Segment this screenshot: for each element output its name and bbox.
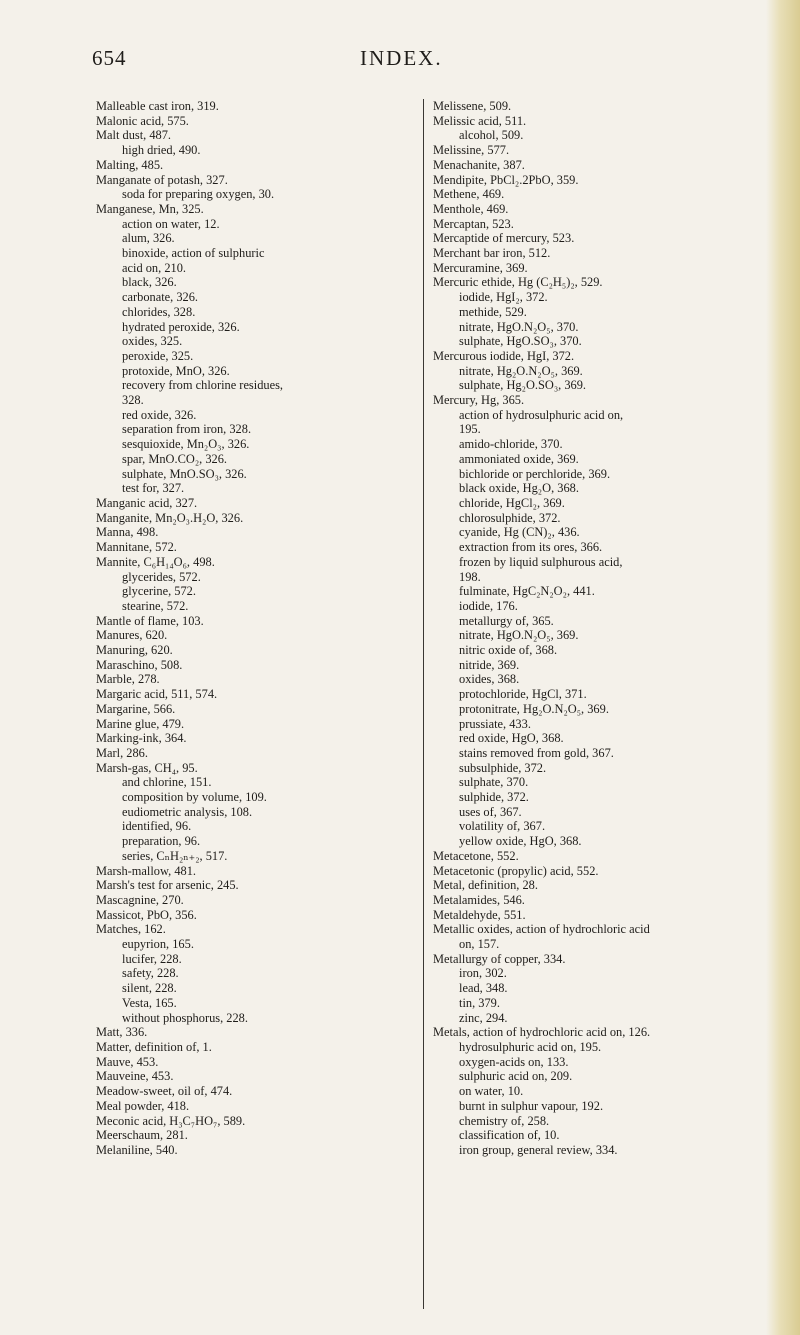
index-entry: Metal, definition, 28. [433,878,538,893]
index-subentry: fulminate, HgC₂N₂O₂, 441. [459,584,595,599]
index-entry: Menthole, 469. [433,201,509,216]
index-entry: Melaniline, 540. [96,1142,178,1157]
index-entry: Meal powder, 418. [96,1098,190,1113]
index-entry: Malonic acid, 575. [96,113,189,128]
index-entry: Manna, 498. [96,525,159,540]
index-subentry: chemistry of, 258. [459,1113,550,1128]
index-subentry: frozen by liquid sulphurous acid, [459,554,623,569]
index-entry: Mauveine, 453. [96,1069,174,1084]
index-entry: Malleable cast iron, 319. [96,99,219,113]
index-entry: Manganic acid, 327. [96,495,198,510]
index-subentry: uses of, 367. [459,804,522,819]
index-subentry: series, CₙH₂ₙ₊₂, 517. [122,848,228,863]
index-entry: Margarine, 566. [96,701,176,716]
index-subentry: metallurgy of, 365. [459,613,554,628]
index-entry: Menachanite, 387. [433,157,525,172]
index-entry: Marble, 278. [96,672,160,687]
index-subentry: chlorides, 328. [122,304,196,319]
index-entry: Metacetone, 552. [433,848,519,863]
index-entry: Metalamides, 546. [433,892,525,907]
index-entry: Marsh's test for arsenic, 245. [96,878,239,893]
index-entry: Mercuric ethide, Hg (C₂H₅)₂, 529. [433,275,603,290]
index-entry: Matter, definition of, 1. [96,1040,212,1054]
index-subentry: soda for preparing oxygen, 30. [122,187,275,202]
index-entry: Mercury, Hg, 365. [433,393,525,408]
index-subentry: tin, 379. [459,995,500,1010]
index-subentry: alum, 326. [122,231,175,246]
index-entry: Metallurgy of copper, 334. [433,951,566,966]
index-subentry: black oxide, Hg₂O, 368. [459,481,579,496]
index-subentry: extraction from its ores, 366. [459,540,603,555]
index-subentry: hydrosulphuric acid on, 195. [459,1040,602,1054]
index-subentry: silent, 228. [122,981,177,996]
index-subentry: test for, 327. [122,481,185,496]
index-subentry: lucifer, 228. [122,951,182,966]
index-subentry: protoxide, MnO, 326. [122,363,230,378]
index-entry: Manuring, 620. [96,643,173,658]
index-subentry: sulphate, MnO.SO₃, 326. [122,466,247,481]
index-entry: Marine glue, 479. [96,716,185,731]
index-entry: Manures, 620. [96,628,168,643]
index-subentry: iodide, HgI₂, 372. [459,290,548,305]
index-entry: Manganite, Mn₂O₃.H₂O, 326. [96,510,244,525]
index-entry: Metals, action of hydrochloric acid on, 126. [433,1025,651,1040]
index-subentry: subsulphide, 372. [459,760,547,775]
index-entry: Metaldehyde, 551. [433,907,526,922]
index-subentry: nitride, 369. [459,657,520,672]
index-entry: Methene, 469. [433,187,505,202]
index-subentry: oxides, 368. [459,672,520,687]
index-subentry: sulphate, Hg₂O.SO₃, 369. [459,378,587,393]
index-subentry: zinc, 294. [459,1010,508,1025]
index-subentry: binoxide, action of sulphuric [122,246,265,261]
index-entry: Marsh-mallow, 481. [96,863,197,878]
index-subentry: stearine, 572. [122,598,189,613]
page-number: 654 [92,46,127,70]
running-head: INDEX. [360,46,443,70]
index-subentry: nitrate, HgO.N₂O₅, 369. [459,628,579,643]
index-subentry: action of hydrosulphuric acid on, [459,407,624,422]
page-edge [766,0,800,1335]
index-entry: Merchant bar iron, 512. [433,246,551,261]
index-entry: Matches, 162. [96,922,166,937]
index-subentry: action on water, 12. [122,216,220,231]
index-subentry: protochloride, HgCl, 371. [459,687,587,702]
index-entry: Massicot, PbO, 356. [96,907,197,922]
index-subentry: on water, 10. [459,1084,524,1099]
index-subentry: red oxide, 326. [122,407,197,422]
index-subentry: peroxide, 325. [122,348,194,363]
index-subentry: stains removed from gold, 367. [459,745,614,760]
index-entry: Margaric acid, 511, 574. [96,687,218,702]
index-entry: Meerschaum, 281. [96,1128,188,1143]
index-entry: Manganate of potash, 327. [96,172,228,187]
index-subentry: carbonate, 326. [122,290,199,305]
index-subentry: nitric oxide of, 368. [459,643,558,658]
index-subentry: lead, 348. [459,981,508,996]
index-subentry: amido-chloride, 370. [459,437,563,452]
index-subentry: preparation, 96. [122,834,201,849]
index-subentry: burnt in sulphur vapour, 192. [459,1098,604,1113]
index-subentry: iron group, general review, 334. [459,1142,618,1157]
index-entry: Mercuramine, 369. [433,260,528,275]
index-subentry: methide, 529. [459,304,527,319]
index-entry: Melissine, 577. [433,143,510,158]
index-entry: Mannite, C₆H₁₄O₆, 498. [96,554,215,569]
index-entry: Mascagnine, 270. [96,892,184,907]
index-entry: Marsh-gas, CH₄, 95. [96,760,198,775]
index-entry: Malting, 485. [96,157,164,172]
index-entry: Manganese, Mn, 325. [96,201,204,216]
column-divider [423,99,424,1309]
index-subentry: glycerides, 572. [122,569,201,584]
index-subentry: hydrated peroxide, 326. [122,319,240,334]
index-subentry: protonitrate, Hg₂O.N₂O₅, 369. [459,701,609,716]
index-column-left [96,99,414,1158]
index-entry: Marl, 286. [96,745,148,760]
index-subentry: iodide, 176. [459,598,518,613]
index-entry: Meconic acid, H₃C₇HO₇, 589. [96,1113,246,1128]
index-entry: Mendipite, PbCl₂.2PbO, 359. [433,172,579,187]
index-subentry: glycerine, 572. [122,584,196,599]
index-column-right [433,99,755,1158]
index-subentry: without phosphorus, 228. [122,1010,248,1025]
index-subentry: sesquioxide, Mn₂O₃, 326. [122,437,250,452]
index-subentry: and chlorine, 151. [122,775,212,790]
index-subentry: eudiometric analysis, 108. [122,804,253,819]
index-subentry: Vesta, 165. [122,995,177,1010]
index-subentry: yellow oxide, HgO, 368. [459,834,582,849]
index-subentry: bichloride or perchloride, 369. [459,466,611,481]
index-subentry: sulphuric acid on, 209. [459,1069,573,1084]
index-entry: Mercurous iodide, HgI, 372. [433,348,575,363]
index-subentry: oxygen-acids on, 133. [459,1054,569,1069]
index-entry: Metacetonic (propylic) acid, 552. [433,863,599,878]
index-subentry: high dried, 490. [122,143,201,158]
index-entry: Mannitane, 572. [96,540,177,555]
index-subentry: safety, 228. [122,966,179,981]
page-header [0,46,800,76]
index-subentry: cyanide, Hg (CN)₂, 436. [459,525,580,540]
index-subentry: nitrate, Hg₂O.N₂O₅, 369. [459,363,583,378]
index-subentry: chloride, HgCl₂, 369. [459,495,565,510]
index-entry: Mercaptan, 523. [433,216,514,231]
index-subentry: volatility of, 367. [459,819,546,834]
index-entry: Metallic oxides, action of hydrochloric acid [433,922,650,937]
index-subentry: identified, 96. [122,819,192,834]
index-subentry: separation from iron, 328. [122,422,252,437]
index-entry: Mantle of flame, 103. [96,613,204,628]
index-subentry: spar, MnO.CO₂, 326. [122,451,228,466]
index-subentry: classification of, 10. [459,1128,560,1143]
index-subentry: on, 157. [459,937,500,952]
index-subentry: acid on, 210. [122,260,187,275]
index-entry: Malt dust, 487. [96,128,172,143]
index-subentry: prussiate, 433. [459,716,531,731]
index-entry: Marking-ink, 364. [96,731,187,746]
index-subentry: iron, 302. [459,966,507,981]
index-subentry: nitrate, HgO.N₂O₅, 370. [459,319,579,334]
index-subentry: eupyrion, 165. [122,937,194,952]
index-subentry: composition by volume, 109. [122,790,267,805]
index-subentry: chlorosulphide, 372. [459,510,561,525]
index-subentry: 195. [459,422,481,437]
index-subentry: sulphate, HgO.SO₃, 370. [459,334,582,349]
index-subentry: alcohol, 509. [459,128,524,143]
index-subentry: oxides, 325. [122,334,183,349]
index-entry: Meadow-sweet, oil of, 474. [96,1084,233,1099]
index-subentry: red oxide, HgO, 368. [459,731,564,746]
index-subentry: sulphide, 372. [459,790,529,805]
index-entry: Melissene, 509. [433,99,512,113]
index-entry: Matt, 336. [96,1025,148,1040]
index-entry: Mercaptide of mercury, 523. [433,231,575,246]
index-subentry: 198. [459,569,481,584]
index-entry: Maraschino, 508. [96,657,183,672]
index-subentry: recovery from chlorine residues, [122,378,284,393]
index-subentry: sulphate, 370. [459,775,529,790]
index-subentry: black, 326. [122,275,177,290]
index-subentry: 328. [122,393,144,408]
index-subentry: ammoniated oxide, 369. [459,451,579,466]
index-entry: Mauve, 453. [96,1054,159,1069]
index-entry: Melissic acid, 511. [433,113,527,128]
